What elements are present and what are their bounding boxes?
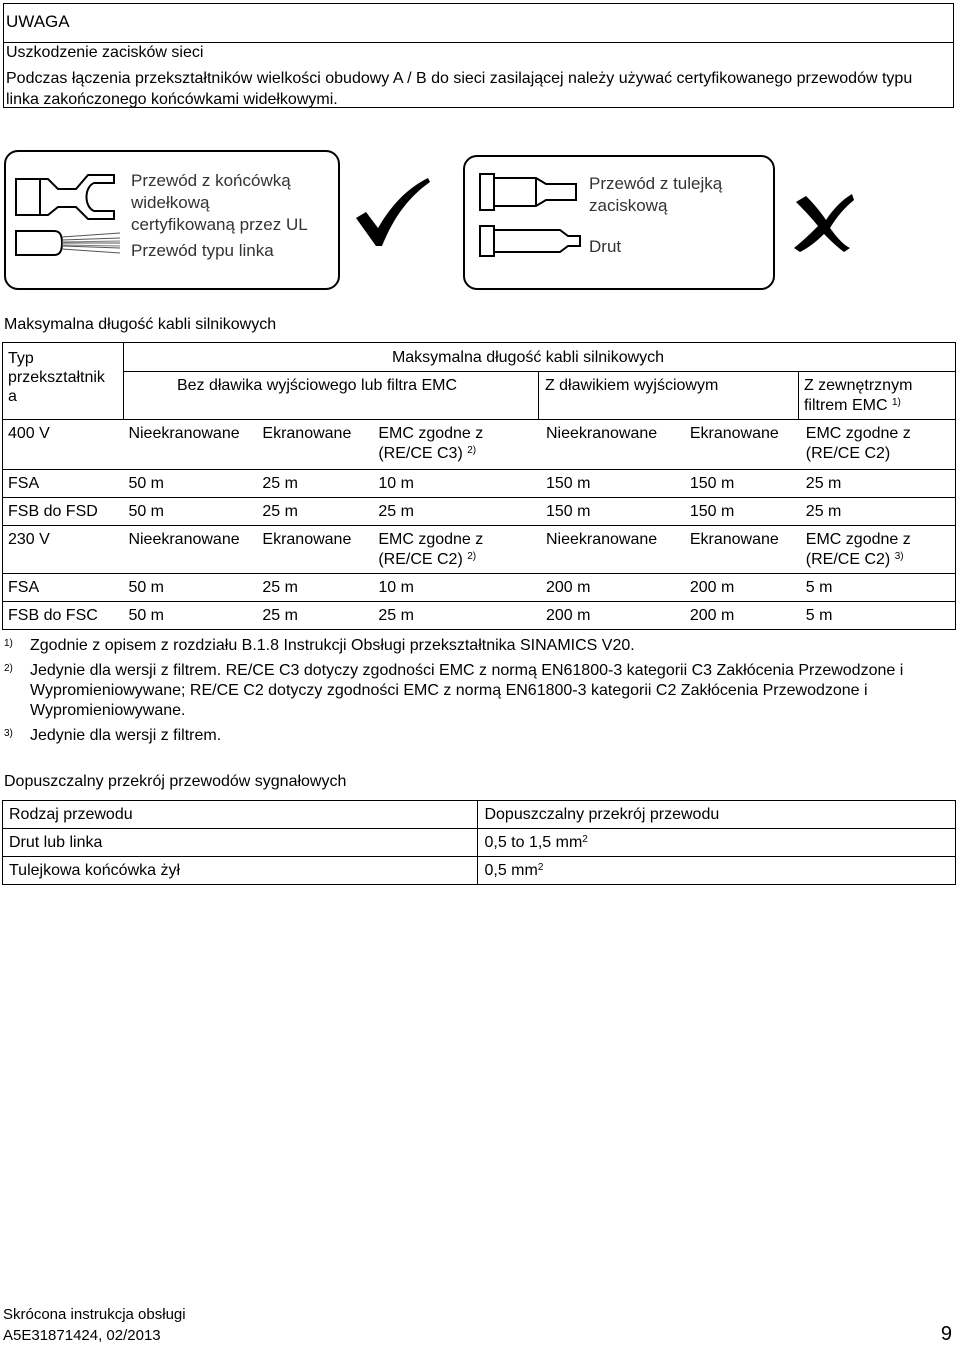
wire-type: Drut lub linka (3, 829, 478, 857)
row-v3: 10 m (378, 579, 414, 596)
row-type: FSB do FSD (8, 503, 98, 520)
block400-c4: Nieekranowane (545, 425, 658, 442)
page-number: 9 (940, 1323, 952, 1345)
solid-wire-label: Drut (589, 237, 622, 256)
row-v1: 50 m (128, 475, 165, 492)
block230-c1: Nieekranowane (128, 531, 240, 548)
row-v2: 25 m (262, 607, 298, 624)
check-icon (352, 176, 432, 248)
row-v4: 150 m (545, 503, 591, 520)
group-emc-filter-l1: Z zewnętrznym (803, 377, 913, 394)
table-row (3, 470, 956, 498)
block400-c6-l2: (RE/CE C2) (805, 445, 891, 462)
stranded-wire-label: Przewód typu linka (131, 241, 274, 260)
ferrule-icon (476, 170, 586, 262)
group-emc-filter-l2: filtrem EMC (803, 397, 888, 414)
block400-c1: Nieekranowane (128, 425, 240, 442)
row-v5: 150 m (689, 475, 735, 492)
row-v4: 200 m (545, 579, 591, 596)
block230-c6-l2: (RE/CE C2) (805, 551, 891, 568)
footnote-mark: 3) (4, 728, 13, 739)
row-v2: 25 m (262, 475, 298, 492)
row-v4: 200 m (545, 607, 591, 624)
block230-c6-sup: 3) (894, 551, 904, 562)
wire-section (478, 857, 956, 885)
wire-section-value: 0,5 to 1,5 mm (484, 833, 583, 851)
block400-c6-l1: EMC zgodne z (805, 425, 911, 442)
ferrule-label-1: Przewód z tulejką (589, 174, 723, 193)
ferrule-label-2: zaciskową (589, 196, 668, 215)
group-no-choke: Bez dławika wyjściowego lub filtra EMC (176, 377, 458, 394)
header-divider-v1 (538, 371, 539, 419)
group-output-choke: Z dławikiem wyjściowym (544, 377, 719, 394)
wire-section-sup: 2 (582, 833, 588, 845)
table-row (3, 574, 956, 602)
row-v3: 25 m (378, 607, 414, 624)
block400-c3 (373, 420, 541, 470)
fork-terminal-label-1: Przewód z końcówką (131, 171, 291, 190)
block400-c3-l1: EMC zgodne z (378, 425, 484, 442)
footnote-text: Jedynie dla wersji z filtrem. RE/CE C3 dotyczy zgodności EMC z normą EN61800-3 kategorii C3 Zakłócenia Przewodzone i Wypromieniowywane; RE/CE C2 dotyczy zgodności EMC z normą EN61800-3 kategorii C2 Zakłócenia Przewodzone i Wypromieniowywane. (30, 662, 904, 719)
block230-c6 (801, 526, 956, 574)
warning-subtitle: Uszkodzenie zacisków sieci (6, 44, 204, 61)
header-divider-v2 (798, 371, 799, 419)
block400-c5: Ekranowane (689, 425, 779, 442)
row-v6: 5 m (805, 607, 833, 624)
block230-c3 (373, 526, 541, 574)
wire-section (478, 829, 956, 857)
row-v2: 25 m (262, 579, 298, 596)
row-v1: 50 m (128, 607, 165, 624)
header-group-cell (123, 343, 955, 420)
row-v4: 150 m (545, 475, 591, 492)
row-v5: 200 m (689, 607, 735, 624)
header-divider (124, 371, 955, 372)
row-type: FSA (8, 475, 40, 492)
wire-section-value: 0,5 mm (484, 861, 538, 879)
footnotes (4, 636, 944, 751)
fork-terminal-label-2: widełkową (131, 193, 210, 212)
group-emc-filter (804, 376, 912, 416)
warning-title: UWAGA (6, 12, 70, 31)
col-header-type: Rodzaj przewodu (3, 801, 478, 829)
motor-cable-table (2, 342, 956, 630)
block400-c2: Ekranowane (262, 425, 352, 442)
row-v6: 25 m (805, 503, 842, 520)
block400-label: 400 V (8, 425, 50, 442)
row-v2: 25 m (262, 503, 298, 520)
block230-c5: Ekranowane (689, 531, 779, 548)
row-type: FSB do FSC (8, 607, 98, 624)
table-row (3, 857, 956, 885)
footnote (4, 726, 944, 746)
row-type: FSA (8, 579, 40, 596)
cross-icon (790, 192, 856, 252)
group-emc-filter-sup: 1) (891, 397, 901, 408)
block230-c4: Nieekranowane (545, 531, 658, 548)
row-v1: 50 m (128, 503, 165, 520)
footnote (4, 661, 944, 721)
row-v5: 200 m (689, 579, 735, 596)
block230-c3-l2: (RE/CE C2) (378, 551, 463, 568)
block230-c2: Ekranowane (262, 531, 352, 548)
footnote-mark: 1) (4, 638, 13, 649)
row-v6: 5 m (805, 579, 833, 596)
col-header-section: Dopuszczalny przekrój przewodu (478, 801, 956, 829)
block230-c3-l1: EMC zgodne z (378, 531, 484, 548)
block230-label: 230 V (8, 531, 50, 548)
motor-section-title: Maksymalna długość kabli silnikowych (4, 316, 277, 333)
warning-text: Podczas łączenia przekształtników wielkości obudowy A / B do sieci zasilającej należy używać certyfikowanego przewodów typu linka zakończonego końcówkami widełkowymi. (6, 70, 913, 108)
row-v6: 25 m (805, 475, 842, 492)
row-v3: 25 m (378, 503, 414, 520)
row-v3: 10 m (378, 475, 414, 492)
footnote-mark: 2) (4, 663, 13, 674)
fork-terminal-label-3: certyfikowaną przez UL (131, 215, 308, 234)
block230-c6-l1: EMC zgodne z (805, 531, 911, 548)
type-header (3, 343, 124, 420)
footnote-text: Jedynie dla wersji z filtrem. (30, 727, 222, 744)
span-title: Maksymalna długość kabli silnikowych (391, 349, 665, 366)
block400-c6 (801, 420, 956, 470)
signal-section-title: Dopuszczalny przekrój przewodów sygnałowych (4, 773, 347, 790)
wire-section-sup: 2 (537, 861, 544, 873)
footer-doc-title: Skrócona instrukcja obsługi (3, 1306, 186, 1323)
footnote (4, 636, 944, 656)
wire-type: Tulejkowa końcówka żył (3, 857, 478, 885)
row-v5: 150 m (689, 503, 735, 520)
warning-header (4, 4, 953, 43)
footer-doc-id: A5E31871424, 02/2013 (3, 1327, 161, 1344)
block400-c3-sup: 2) (467, 445, 477, 456)
row-v1: 50 m (128, 579, 165, 596)
footnote-text: Zgodnie z opisem z rozdziału B.1.8 Instrukcji Obsługi przekształtnika SINAMICS V20. (30, 637, 635, 654)
fork-terminal-icon (14, 165, 124, 265)
block400-c3-l2: (RE/CE C3) (378, 445, 463, 462)
table-row (3, 498, 956, 526)
table-row (3, 602, 956, 630)
type-header-label: Typ przekształtnik a (8, 350, 105, 405)
table-row (3, 829, 956, 857)
signal-wire-table (2, 800, 956, 885)
block230-c3-sup: 2) (467, 551, 477, 562)
